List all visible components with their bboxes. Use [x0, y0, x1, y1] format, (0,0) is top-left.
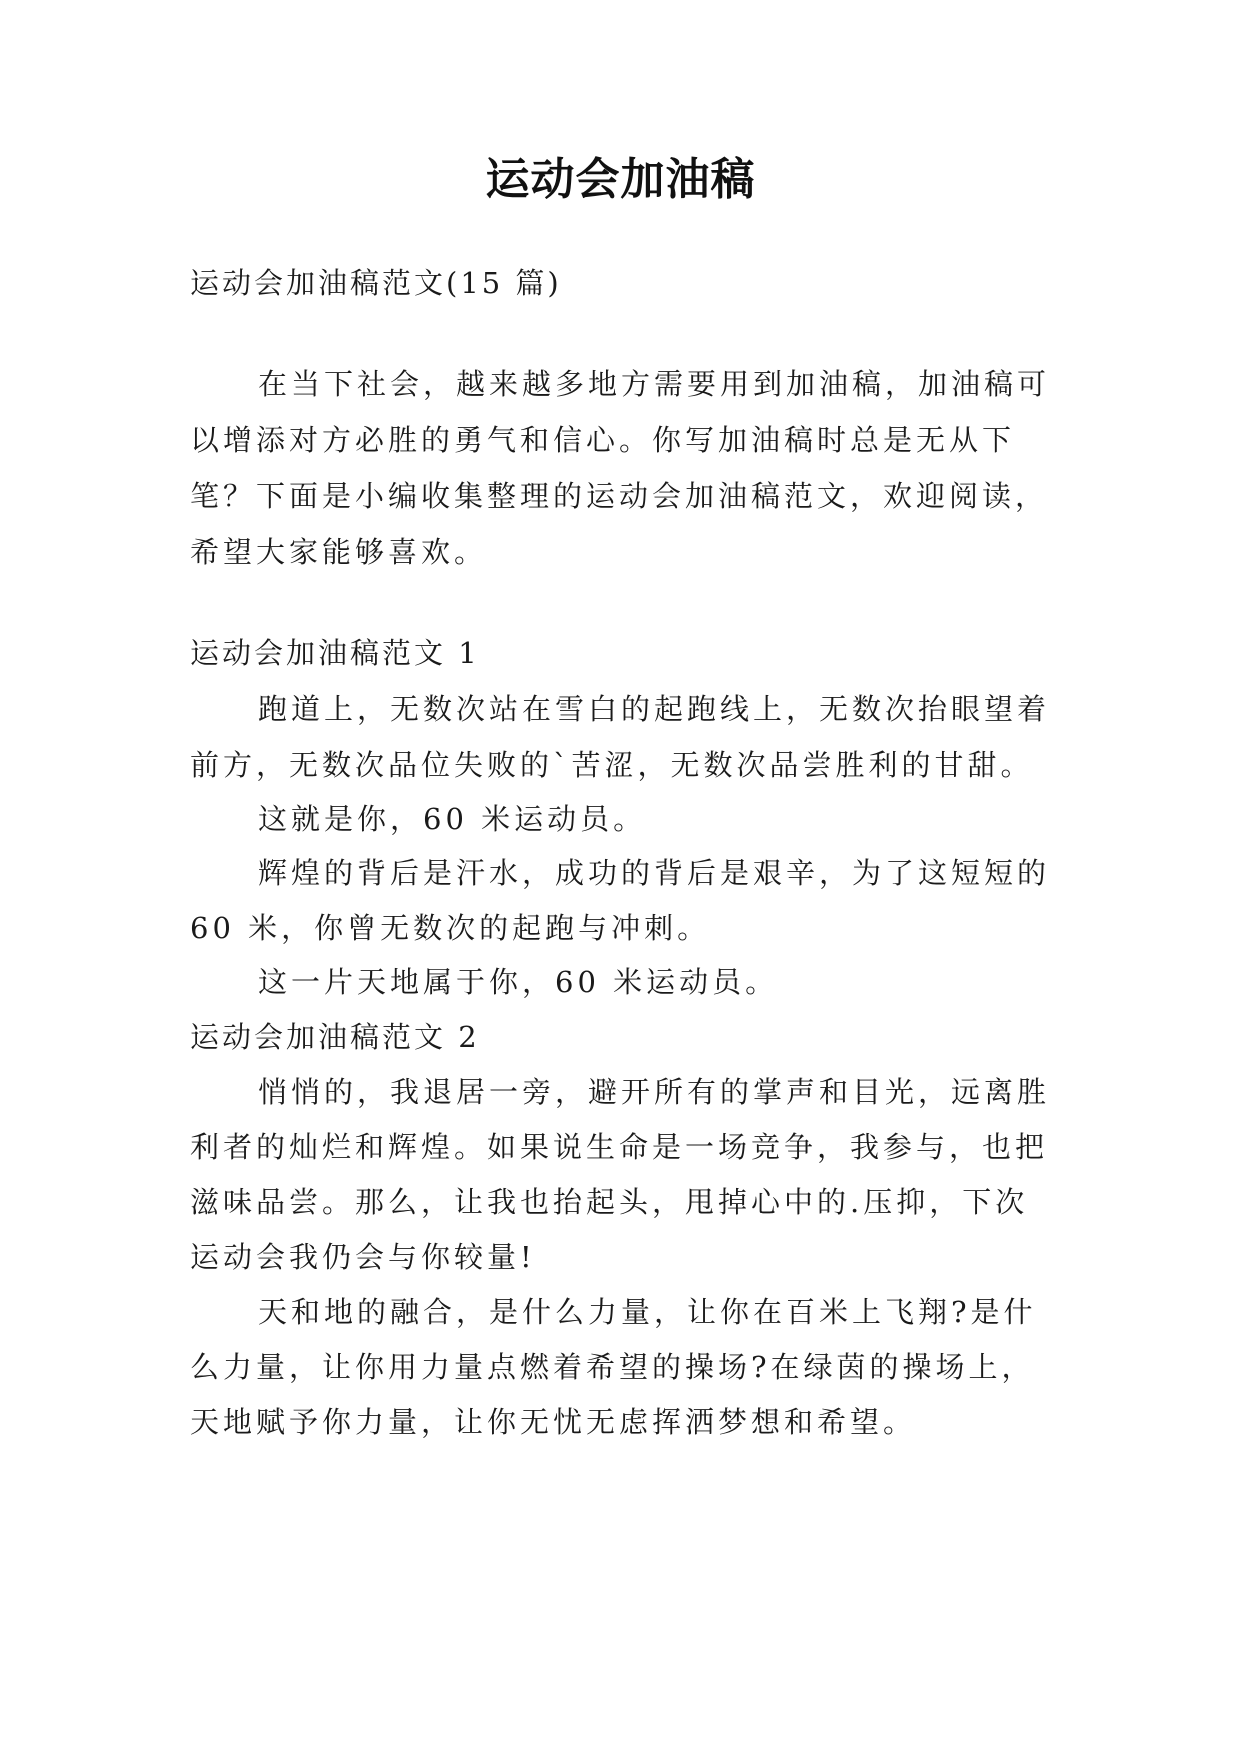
document-title: 运动会加油稿 [485, 154, 756, 205]
section-heading-1: 运动会加油稿范文 1 [190, 636, 480, 670]
section-2-line: 利者的灿烂和辉煌。如果说生命是一场竞争，我参与，也把 [190, 1130, 1049, 1164]
section-1-line: 跑道上，无数次站在雪白的起跑线上，无数次抬眼望着 [258, 692, 1051, 726]
section-1-line: 60 米，你曾无数次的起跑与冲刺。 [190, 911, 711, 945]
section-2-line: 运动会我仍会与你较量! [190, 1240, 536, 1274]
section-heading-2: 运动会加油稿范文 2 [190, 1020, 480, 1054]
section-2-line: 天地赋予你力量，让你无忧无虑挥洒梦想和希望。 [190, 1405, 917, 1439]
intro-line: 笔？下面是小编收集整理的运动会加油稿范文，欢迎阅读， [190, 479, 1049, 513]
intro-line: 以增添对方必胜的勇气和信心。你写加油稿时总是无从下 [190, 423, 1016, 457]
section-1-line: 辉煌的背后是汗水，成功的背后是艰辛，为了这短短的 [258, 856, 1051, 890]
section-1-line: 这一片天地属于你，60 米运动员。 [258, 965, 779, 999]
section-1-line: 前方，无数次品位失败的`苦涩，无数次品尝胜利的甘甜。 [190, 748, 1034, 782]
section-1-line: 这就是你，60 米运动员。 [258, 802, 647, 836]
intro-line: 希望大家能够喜欢。 [190, 535, 488, 569]
section-2-line: 滋味品尝。那么，让我也抬起头，甩掉心中的.压抑，下次 [190, 1185, 1029, 1219]
section-2-line: 么力量，让你用力量点燃着希望的操场?在绿茵的操场上， [190, 1350, 1035, 1384]
intro-line: 在当下社会，越来越多地方需要用到加油稿，加油稿可 [258, 367, 1051, 401]
document-subtitle: 运动会加油稿范文(15 篇) [190, 266, 562, 300]
section-2-line: 悄悄的，我退居一旁，避开所有的掌声和目光，远离胜 [258, 1075, 1051, 1109]
section-2-line: 天和地的融合，是什么力量，让你在百米上飞翔?是什 [258, 1295, 1037, 1329]
